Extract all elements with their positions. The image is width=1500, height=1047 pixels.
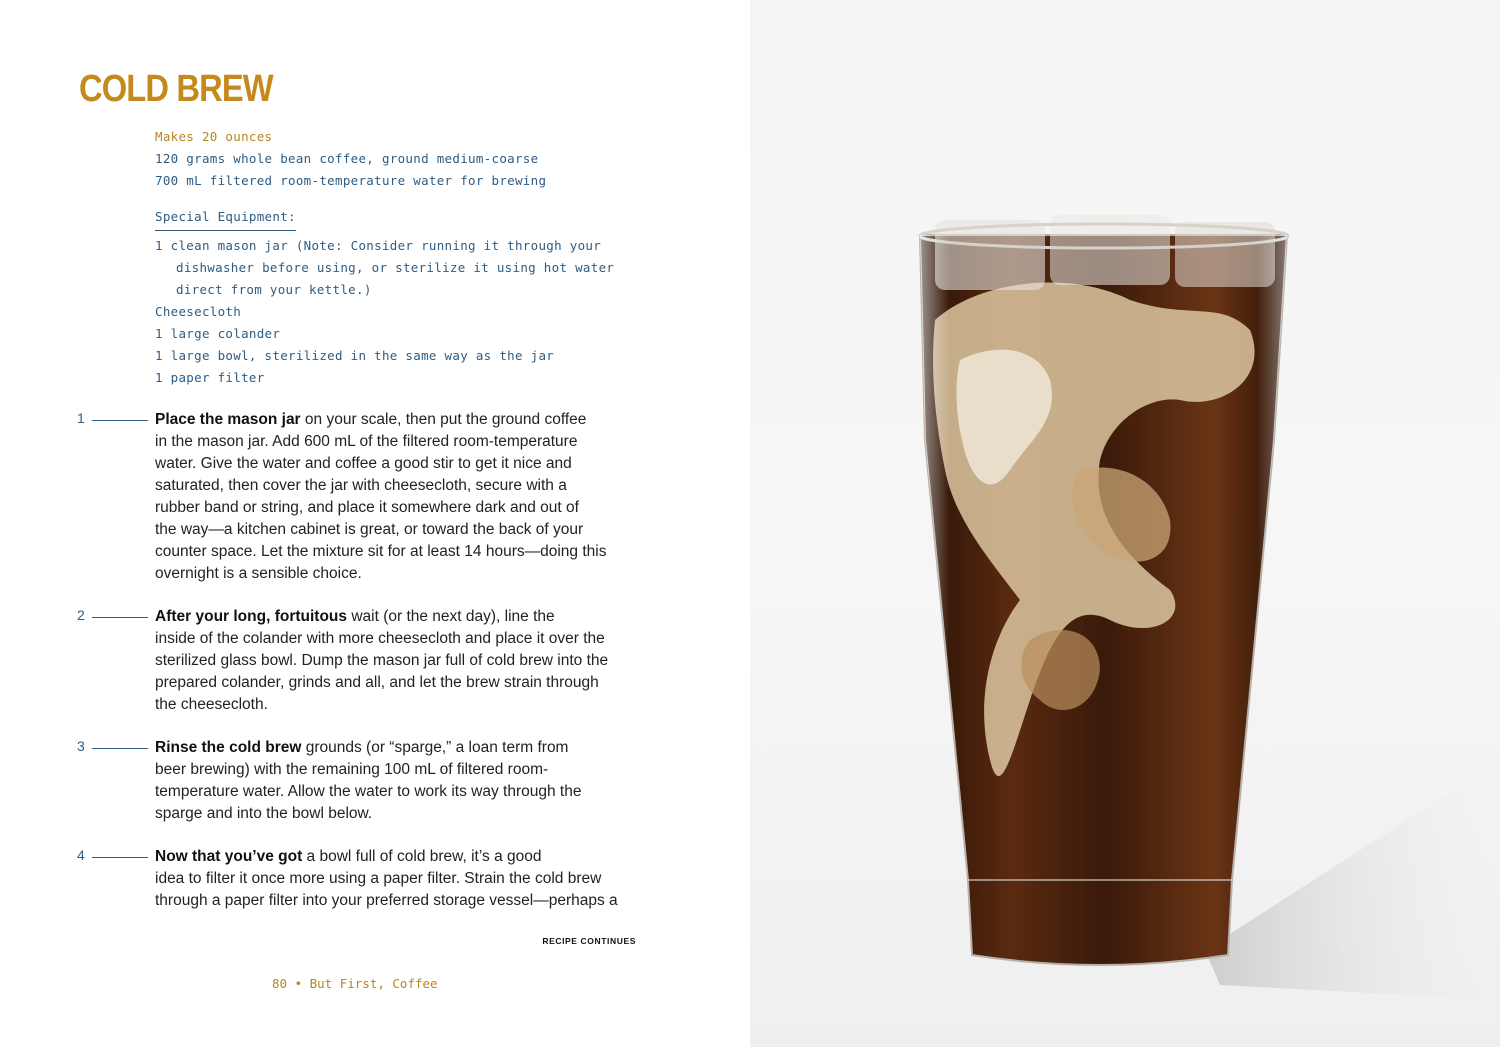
- step-line: inside of the colander with more cheesecloth and place it over the: [155, 630, 605, 647]
- ingredient-item: 120 grams whole bean coffee, ground medium-coarse: [155, 151, 539, 166]
- step-rule: [92, 857, 148, 858]
- equipment-item-continued: direct from your kettle.): [176, 282, 372, 297]
- step-line: rubber band or string, and place it somewhere dark and out of: [155, 499, 579, 516]
- step-line: through a paper filter into your preferred storage vessel—perhaps a: [155, 892, 618, 909]
- step-lead: Now that you’ve got: [155, 848, 303, 865]
- ingredient-item: 700 mL filtered room-temperature water for brewing: [155, 173, 547, 188]
- step-number: 3: [77, 738, 85, 754]
- step-line: overnight is a sensible choice.: [155, 565, 362, 582]
- step-line: sparge and into the bowl below.: [155, 805, 373, 822]
- equipment-item: 1 paper filter: [155, 370, 265, 385]
- step-line: the way—a kitchen cabinet is great, or toward the back of your: [155, 521, 584, 538]
- glass-reflection: [920, 235, 1287, 965]
- iced-coffee-photo: [750, 0, 1500, 1047]
- step-lead: After your long, fortuitous: [155, 608, 348, 625]
- step-rule: [92, 748, 148, 749]
- step-4: [155, 846, 640, 912]
- step-line: water. Give the water and coffee a good stir to get it nice and: [155, 455, 572, 472]
- step-line: grounds (or “sparge,” a loan term from: [301, 739, 569, 756]
- ingredient-list: [155, 126, 546, 192]
- step-line: a bowl full of cold brew, it’s a good: [302, 848, 542, 865]
- recipe-yield: Makes 20 ounces: [155, 129, 273, 144]
- equipment-heading: Special Equipment:: [155, 206, 296, 231]
- step-line: beer brewing) with the remaining 100 mL of filtered room-: [155, 761, 549, 778]
- equipment-item: 1 large bowl, sterilized in the same way as the jar: [155, 348, 555, 363]
- page-footer: 80 • But First, Coffee: [272, 976, 438, 991]
- equipment-item-continued: dishwasher before using, or sterilize it using hot water: [176, 260, 615, 275]
- step-line: on your scale, then put the ground coffee: [300, 411, 587, 428]
- step-1: [155, 409, 640, 585]
- equipment-item: 1 large colander: [155, 326, 281, 341]
- step-line: counter space. Let the mixture sit for at least 14 hours—doing this: [155, 543, 607, 560]
- step-lead: Place the mason jar: [155, 411, 301, 428]
- step-line: idea to filter it once more using a paper filter. Strain the cold brew: [155, 870, 602, 887]
- step-number: 4: [77, 847, 85, 863]
- photo-page: [750, 0, 1500, 1047]
- step-number: 1: [77, 410, 85, 426]
- glass-shadow: [1205, 760, 1500, 1000]
- step-line: prepared colander, grinds and all, and let the brew strain through: [155, 674, 599, 691]
- recipe-continues-label: RECIPE CONTINUES: [542, 936, 636, 946]
- step-line: sterilized glass bowl. Dump the mason jar full of cold brew into the: [155, 652, 609, 669]
- step-line: saturated, then cover the jar with cheesecloth, secure with a: [155, 477, 567, 494]
- equipment-item: 1 clean mason jar (Note: Consider running it through your: [155, 238, 602, 253]
- step-3: [155, 737, 640, 825]
- step-line: in the mason jar. Add 600 mL of the filtered room-temperature: [155, 433, 578, 450]
- step-number: 2: [77, 607, 85, 623]
- equipment-list: [155, 235, 655, 389]
- step-2: [155, 606, 640, 716]
- step-rule: [92, 617, 148, 618]
- step-line: wait (or the next day), line the: [347, 608, 555, 625]
- equipment-item: Cheesecloth: [155, 304, 242, 319]
- recipe-title: COLD BREW: [79, 68, 273, 110]
- step-line: the cheesecloth.: [155, 696, 268, 713]
- step-line: temperature water. Allow the water to work its way through the: [155, 783, 582, 800]
- step-lead: Rinse the cold brew: [155, 739, 302, 756]
- step-rule: [92, 420, 148, 421]
